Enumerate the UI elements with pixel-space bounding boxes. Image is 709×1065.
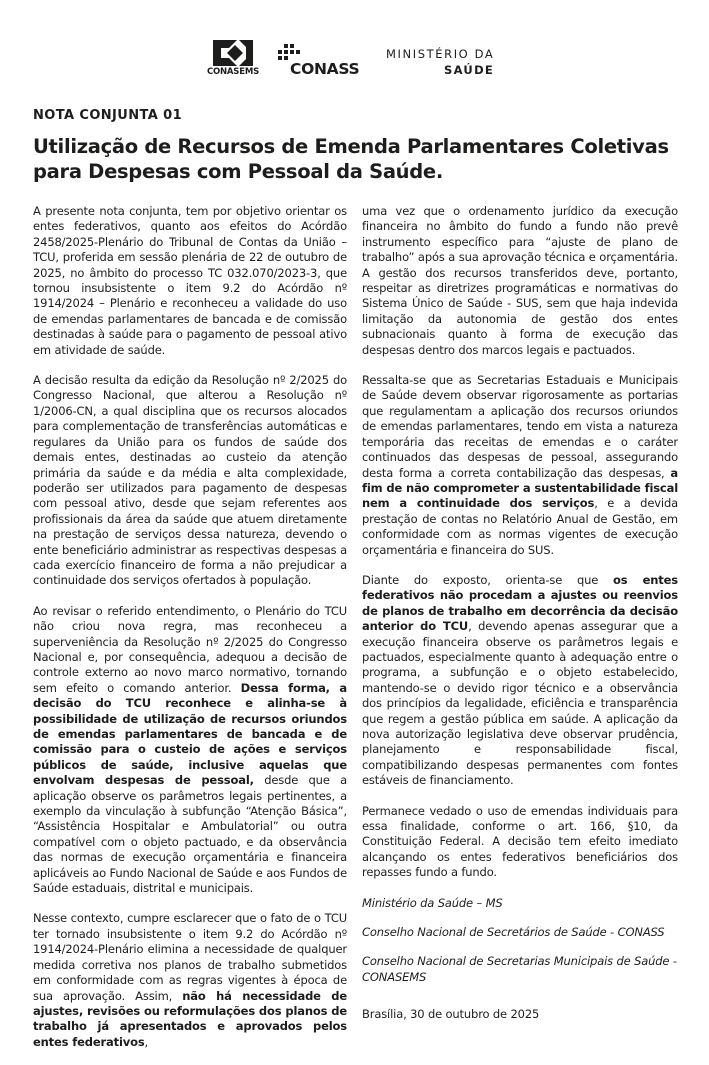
paragraph-emphasis: não há necessidade de ajustes, revisões ou reformulações dos planos de trabalho já apresentados e aprovados pelos entes federativos bbox=[33, 988, 348, 1049]
paragraph bbox=[362, 373, 678, 558]
ministerio-saude-logo bbox=[386, 46, 494, 78]
signature-ministerio: Ministério da Saúde – MS bbox=[362, 895, 503, 910]
paragraph-text: Ao revisar o referido entendimento, o Plenário do TCU não criou nova regra, mas reconheceu a superveniência da Resolução nº 2/2025 do Congresso Nacional e, por consequência, adequou a decisão de controle externo ao novo marco normativo, tornando sem efeito o comando anterior. bbox=[33, 603, 347, 695]
right-column bbox=[362, 204, 678, 1038]
paragraph: uma vez que o ordenamento jurídico da execução financeira no âmbito do fundo a fundo não prevê instrumento específico para “ajuste de plano de trabalho” após a sua aprovação técnica e orçamentária. A gestão dos recursos transferidos deve, portanto, respeitar as diretrizes programáticas e normativas do Sistema Único de Saúde - SUS, sem que haja indevida limitação da autonomia de gestão dos entes subnacionais quanto à forma de execução das despesas dentro dos marcos legais e pactuados. bbox=[362, 204, 678, 357]
conasems-logo-text: CONASEMS bbox=[206, 67, 260, 77]
conasems-logo bbox=[204, 40, 262, 77]
paragraph-text: Ressalta-se que as Secretarias Estaduais e Municipais de Saúde devem observar rigorosamente as portarias que regulamentam a aplicação dos recursos oriundos de emendas parlamentares, tendo em vista a natureza temporária das receitas de emendas e o caráter continuados das despesas de pessoal, assegurando desta forma a correta contabilização das despesas, bbox=[362, 373, 678, 480]
document-date: Brasília, 30 de outubro de 2025 bbox=[362, 1007, 540, 1022]
page-title: Utilização de Recursos de Emenda Parlamentares Coletivas para Despesas com Pessoal da Saúde. bbox=[33, 135, 669, 183]
paragraph-emphasis: os entes federativos não procedam a ajustes ou reenvios de planos de trabalho em decorrência da decisão anterior do TCU bbox=[362, 572, 678, 634]
signature-conasems: Conselho Nacional de Secretarias Municipais de Saúde - CONASEMS bbox=[362, 954, 677, 984]
signature-conass: Conselho Nacional de Secretários de Saúde - CONASS bbox=[362, 925, 665, 940]
header-logos bbox=[0, 40, 709, 82]
paragraph-text: , bbox=[144, 1034, 149, 1049]
conass-logo-text: CONASS bbox=[290, 60, 360, 78]
left-column bbox=[33, 204, 347, 1065]
paragraph: A presente nota conjunta, tem por objetivo orientar os entes federativos, quanto aos efeitos do Acórdão 2458/2025-Plenário do Tribunal de Contas da União – TCU, proferida em sessão plenária de 22 de outubro de 2025, no âmbito do processo TC 032.070/2023-3, que tornou insubsistente o item 9.2 do Acórdão nº 1914/2024 – Plenário e reconheceu a validade do uso de emendas parlamentares de bancada e de comissão destinadas à saúde para o pagamento de pessoal ativo em atividade de saúde. bbox=[33, 204, 347, 357]
conasems-logo-icon bbox=[213, 40, 253, 66]
paragraph-text: Nesse contexto, cumpre esclarecer que o fato de o TCU ter tornado insubsistente o item 9.2 do Acórdão nº 1914/2024-Plenário elimina a necessidade de qualquer medida corretiva nos planos de trabalho submetidos em conformidade com as regras vigentes à época de sua aprovação. Assim, bbox=[33, 911, 347, 1003]
conass-logo bbox=[276, 42, 372, 80]
paragraph-text: , devendo apenas assegurar que a execução financeira observe os parâmetros legais e pactuados, especialmente quanto à adequação entre o programa, a subfunção e o objeto estabelecido, mantendo-se o devido rigor técnico e a observância dos princípios da legalidade, eficiência e transparência que regem a gestão pública em saúde. A aplicação da nova autorização legislativa deve observar prudência, planejamento e responsabilidade fiscal, compatibilizando despesas permanentes com fontes estáveis de financiamento. bbox=[362, 619, 679, 788]
ministerio-line2: SAÚDE bbox=[444, 63, 495, 77]
paragraph: A decisão resulta da edição da Resolução nº 2/2025 do Congresso Nacional, que alterou a Resolução nº 1/2006-CN, a qual disciplina que os recursos alocados para complementação de transferências automáticas e regulares da União para os fundos de saúde dos demais entes, destinadas ao custeio da atenção primária da saúde e da média e alta complexidade, poderão ser utilizados para pagamento de despesas com pessoal ativo, desde que sejam referentes aos profissionais da área da saúde que atuem diretamente na prestação de serviços dessa natureza, devendo o ente beneficiário administrar as respectivas despesas a cada exercício financeiro de forma a não prejudicar a continuidade dos serviços ofertados à população. bbox=[33, 373, 347, 588]
paragraph bbox=[362, 573, 678, 789]
paragraph: Permanece vedado o uso de emendas individuais para essa finalidade, conforme o art. 166, §10, da Constituição Federal. A decisão tem efeito imediato alcançando os entes federativos beneficiários dos repasses fundo a fundo. bbox=[362, 803, 678, 880]
paragraph bbox=[33, 911, 347, 1050]
note-kicker: NOTA CONJUNTA 01 bbox=[33, 108, 183, 123]
paragraph-emphasis: Dessa forma, a decisão do TCU reconhece e alinha-se à possibilidade de utilização de recursos oriundos de emendas parlamentares de bancada e de comissão para o custeio de ações e serviços públicos de saúde, inclusive aquelas que envolvam despesas de pessoal, bbox=[33, 680, 348, 788]
ministerio-line1: MINISTÉRIO DA bbox=[386, 47, 495, 61]
paragraph-emphasis: a fim de não comprometer a sustentabilidade fiscal nem a continuidade dos serviços bbox=[362, 465, 678, 511]
paragraph-text: desde que a aplicação observe os parâmetros legais pertinentes, a exemplo da vinculação à subfunção “Atenção Básica”, “Assistência Hospitalar e Ambulatorial” ou outra compatível com o objeto pactuado, e da observância das normas de execução orçamentária e financeira aplicáveis ao Fundo Nacional de Saúde e aos Fundos de Saúde estaduais, distrital e municipais. bbox=[33, 773, 347, 896]
paragraph bbox=[33, 604, 347, 897]
paragraph-text: Diante do exposto, orienta-se que bbox=[362, 572, 613, 587]
paragraph-text: , e a devida prestação de contas no Relatório Anual de Gestão, em conformidade com as normas vigentes de execução orçamentária e financeira do SUS. bbox=[362, 496, 678, 557]
